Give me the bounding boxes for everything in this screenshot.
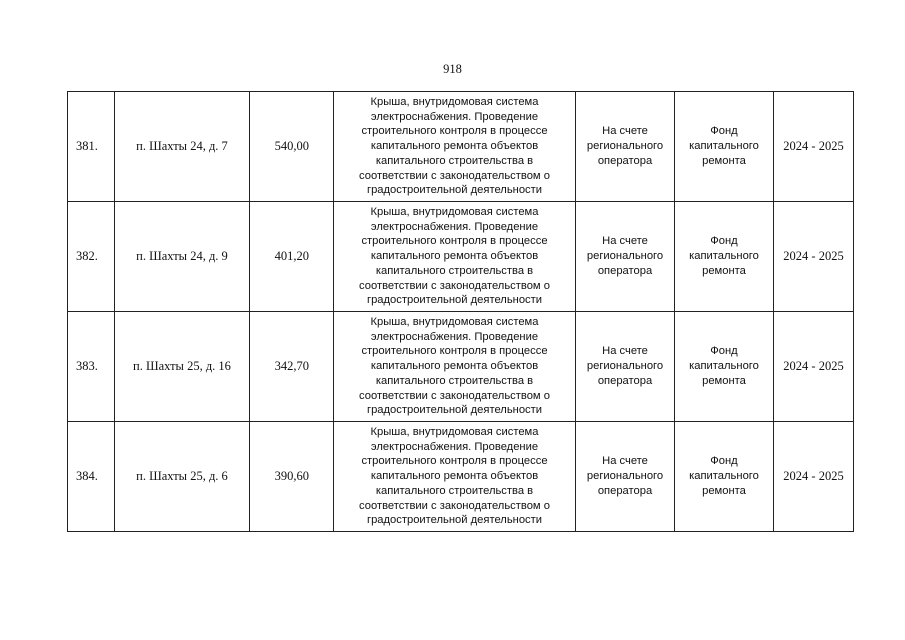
account-cell-line: На счете	[602, 125, 648, 138]
cost-cell: 342,70	[250, 312, 334, 422]
work-description-line: соответствии с законодательством о	[359, 169, 550, 182]
account-cell	[576, 312, 675, 422]
table-row	[68, 92, 854, 202]
table-row	[68, 312, 854, 422]
fund-cell-line: Фонд	[710, 235, 738, 248]
work-description-line: электроснабжения. Проведение	[370, 220, 539, 233]
account-cell-line: регионального	[586, 140, 664, 153]
work-description	[334, 422, 576, 532]
work-description-line: соответствии с законодательством о	[359, 279, 550, 292]
work-description	[334, 202, 576, 312]
address-cell: п. Шахты 25, д. 6	[115, 422, 250, 532]
fund-cell	[675, 92, 774, 202]
work-description-line: электроснабжения. Проведение	[370, 110, 539, 123]
address-cell: п. Шахты 24, д. 7	[115, 92, 250, 202]
period-cell: 2024 - 2025	[774, 312, 854, 422]
account-cell-line: регионального	[586, 470, 664, 483]
account-cell	[576, 202, 675, 312]
account-cell	[576, 92, 675, 202]
row-number: 381.	[68, 92, 115, 202]
work-description	[334, 312, 576, 422]
work-description-line: электроснабжения. Проведение	[370, 330, 539, 343]
fund-cell-line: капитального	[689, 470, 759, 483]
fund-cell-line: Фонд	[710, 345, 738, 358]
fund-cell-line: ремонта	[702, 484, 746, 497]
work-description-line: градостроительной деятельности	[366, 514, 543, 527]
period-cell: 2024 - 2025	[774, 422, 854, 532]
work-description-line: Крыша, внутридомовая система	[370, 205, 539, 218]
work-description-line: капитального строительства в	[375, 154, 534, 167]
period-cell: 2024 - 2025	[774, 202, 854, 312]
address-cell: п. Шахты 24, д. 9	[115, 202, 250, 312]
work-description-line: строительного контроля в процессе	[361, 345, 548, 358]
work-description-line: строительного контроля в процессе	[361, 125, 548, 138]
fund-cell	[675, 202, 774, 312]
account-cell-line: На счете	[602, 345, 648, 358]
fund-cell-line: Фонд	[710, 455, 738, 468]
account-cell	[576, 422, 675, 532]
cost-cell: 540,00	[250, 92, 334, 202]
account-cell-line: На счете	[602, 235, 648, 248]
work-description-line: капитального строительства в	[375, 484, 534, 497]
table-body	[68, 92, 854, 532]
fund-cell-line: ремонта	[702, 154, 746, 167]
account-cell-line: оператора	[597, 374, 653, 387]
page-number: 918	[443, 62, 462, 76]
work-description-line: электроснабжения. Проведение	[370, 440, 539, 453]
fund-cell-line: ремонта	[702, 264, 746, 277]
work-description-line: соответствии с законодательством о	[359, 389, 550, 402]
address-cell: п. Шахты 25, д. 16	[115, 312, 250, 422]
fund-cell-line: ремонта	[702, 374, 746, 387]
fund-cell-line: Фонд	[710, 125, 738, 138]
cost-cell: 401,20	[250, 202, 334, 312]
account-cell-line: регионального	[586, 250, 664, 263]
fund-cell	[675, 422, 774, 532]
fund-cell	[675, 312, 774, 422]
work-description-line: капитального строительства в	[375, 264, 534, 277]
row-number: 383.	[68, 312, 115, 422]
work-description-line: Крыша, внутридомовая система	[370, 315, 539, 328]
account-cell-line: оператора	[597, 154, 653, 167]
account-cell-line: оператора	[597, 264, 653, 277]
work-description-line: строительного контроля в процессе	[361, 235, 548, 248]
work-description-line: капитального ремонта объектов	[370, 140, 539, 153]
fund-cell-line: капитального	[689, 140, 759, 153]
fund-cell-line: капитального	[689, 360, 759, 373]
table-row	[68, 202, 854, 312]
row-number: 384.	[68, 422, 115, 532]
work-description-line: строительного контроля в процессе	[361, 455, 548, 468]
work-description-line: градостроительной деятельности	[366, 184, 543, 197]
work-description-line: капитального ремонта объектов	[370, 250, 539, 263]
account-cell-line: регионального	[586, 360, 664, 373]
work-description-line: капитального ремонта объектов	[370, 360, 539, 373]
row-number: 382.	[68, 202, 115, 312]
work-description-line: капитального строительства в	[375, 374, 534, 387]
work-description-line: градостроительной деятельности	[366, 294, 543, 307]
work-description-line: градостроительной деятельности	[366, 404, 543, 417]
account-cell-line: оператора	[597, 484, 653, 497]
work-description-line: Крыша, внутридомовая система	[370, 95, 539, 108]
work-description-line: капитального ремонта объектов	[370, 470, 539, 483]
period-cell: 2024 - 2025	[774, 92, 854, 202]
account-cell-line: На счете	[602, 455, 648, 468]
fund-cell-line: капитального	[689, 250, 759, 263]
cost-cell: 390,60	[250, 422, 334, 532]
table-row	[68, 422, 854, 532]
work-description	[334, 92, 576, 202]
works-table	[67, 91, 854, 532]
work-description-line: Крыша, внутридомовая система	[370, 425, 539, 438]
work-description-line: соответствии с законодательством о	[359, 499, 550, 512]
